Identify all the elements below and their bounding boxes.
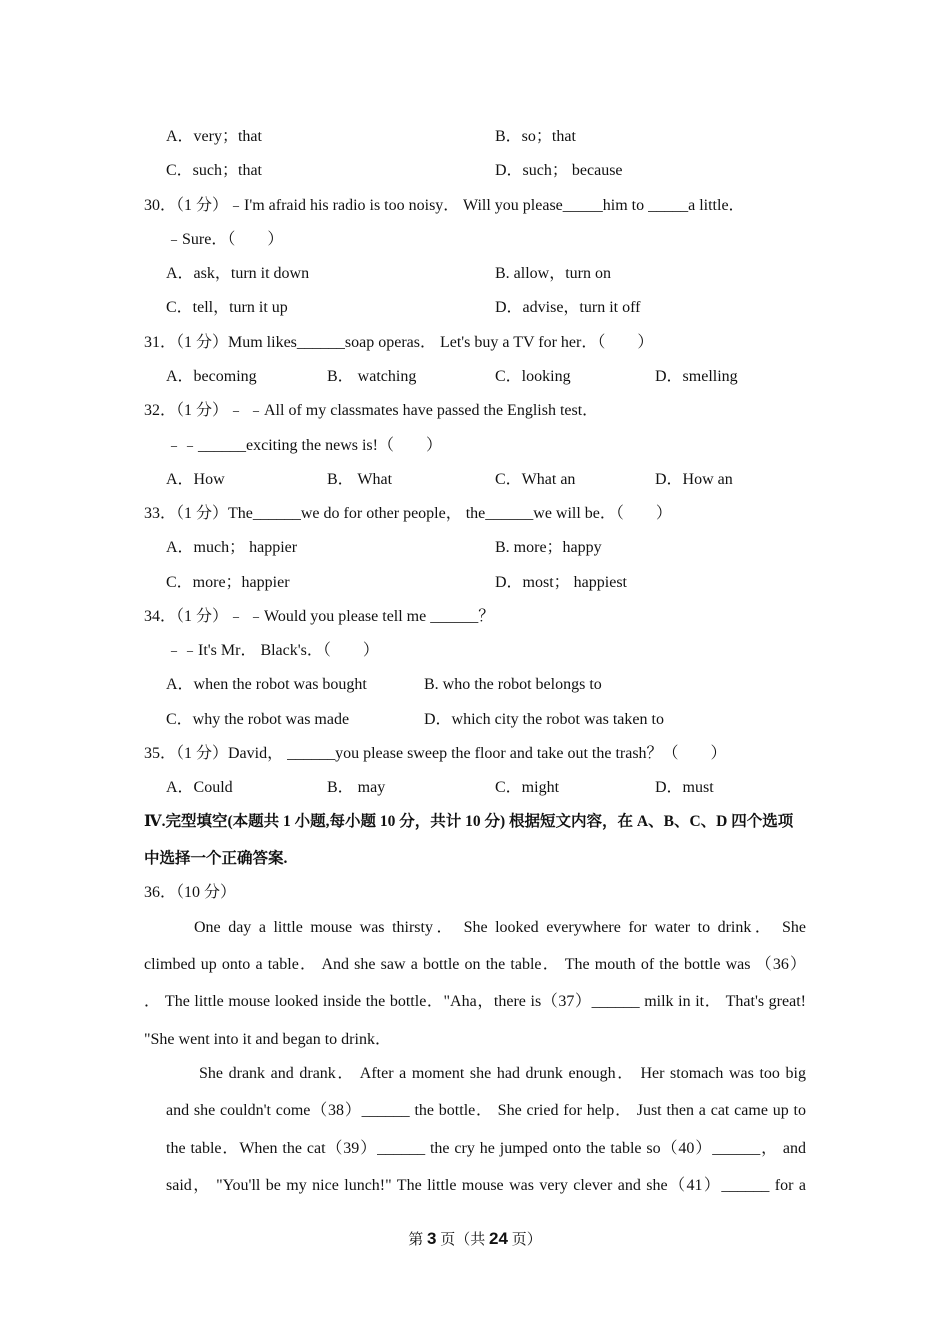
q29-option-c: C．such；that xyxy=(166,162,262,179)
q30-option-b: B. allow，turn on xyxy=(495,265,611,282)
q31-stem: 31．（1 分）Mum likes______soap operas． Let's buy a TV for her．（ ） xyxy=(144,334,654,351)
q29-option-b: B．so；that xyxy=(495,128,576,145)
q30-option-d: D．advise，turn it off xyxy=(495,299,641,316)
q31-option-a: A．becoming xyxy=(166,368,257,385)
q31-option-d: D．smelling xyxy=(655,368,738,385)
q32-line2: ﹣﹣______exciting the news is!（ ） xyxy=(166,437,442,454)
passage-line: and she couldn't come（38）______ the bottle． She cried for help． Just then a cat came up to xyxy=(166,1102,806,1119)
footer-middle: 页（共 xyxy=(436,1232,490,1248)
q33-stem: 33．（1 分）The______we do for other people， the______we will be．（ ） xyxy=(144,505,672,522)
footer-total-pages: 24 xyxy=(489,1229,508,1248)
section-heading-line2: 中选择一个正确答案. xyxy=(144,850,288,867)
footer-prefix: 第 xyxy=(408,1232,428,1248)
passage-line: She drank and drank． After a moment she had drunk enough． Her stomach was too big xyxy=(199,1065,806,1082)
q32-option-b: B． What xyxy=(327,471,393,488)
q29-option-d: D．such； because xyxy=(495,162,623,179)
q31-option-b: B． watching xyxy=(327,368,417,385)
passage-line: said， "You'll be my nice lunch!" The little mouse was very clever and she（41）______ for a xyxy=(166,1177,806,1194)
q35-stem: 35．（1 分）David， ______you please sweep the floor and take out the trash？（ ） xyxy=(144,745,727,762)
q33-option-a: A．much； happier xyxy=(166,539,298,556)
q30-stem: 30．（1 分）﹣I'm afraid his radio is too noisy． Will you please_____him to _____a little． xyxy=(144,197,745,214)
q34-line2: ﹣﹣It's Mr． Black's．（ ） xyxy=(166,642,379,659)
passage-line: One day a little mouse was thirsty． She looked everywhere for water to drink． She xyxy=(194,919,806,936)
q29-option-a: A．very；that xyxy=(166,128,262,145)
q34-option-d: D．which city the robot was taken to xyxy=(424,711,664,728)
q34-option-a: A．when the robot was bought xyxy=(166,676,367,693)
page-footer xyxy=(0,1228,950,1249)
q30-option-c: C．tell，turn it up xyxy=(166,299,288,316)
footer-suffix: 页） xyxy=(507,1232,542,1248)
q35-option-c: C．might xyxy=(495,779,560,796)
q32-option-c: C．What an xyxy=(495,471,576,488)
q32-option-d: D．How an xyxy=(655,471,733,488)
q36-label: 36．（10 分） xyxy=(144,884,237,901)
q30-option-a: A．ask，turn it down xyxy=(166,265,310,282)
q33-option-b: B. more；happy xyxy=(495,539,602,556)
section-heading-line1: Ⅳ.完型填空(本题共 1 小题,每小题 10 分，共计 10 分) 根据短文内容，在 A、B、C、D 四个选项 xyxy=(144,813,794,830)
footer-page-number: 3 xyxy=(427,1229,437,1248)
q33-option-d: D．most； happiest xyxy=(495,574,627,591)
q32-stem: 32．（1 分）﹣ ﹣All of my classmates have passed the English test． xyxy=(144,402,599,419)
q32-option-a: A．How xyxy=(166,471,225,488)
q31-option-c: C．looking xyxy=(495,368,571,385)
q34-stem: 34．（1 分）﹣ ﹣Would you please tell me ______？ xyxy=(144,608,495,625)
q34-option-b: B. who the robot belongs to xyxy=(424,676,602,693)
q33-option-c: C．more；happier xyxy=(166,574,290,591)
passage-line: the table．When the cat（39）______ the cry he jumped onto the table so（40）______， and xyxy=(166,1140,806,1157)
q35-option-d: D．must xyxy=(655,779,714,796)
passage-line: ． The little mouse looked inside the bottle．"Aha，there is（37）______ milk in it． That's great! xyxy=(144,993,806,1010)
passage-line: "She went into it and began to drink． xyxy=(144,1031,391,1048)
q34-option-c: C．why the robot was made xyxy=(166,711,350,728)
q35-option-b: B． may xyxy=(327,779,386,796)
q30-line2: ﹣Sure．（ ） xyxy=(166,231,284,248)
passage-line: climbed up onto a table． And she saw a bottle on the table． The mouth of the bottle was （36） xyxy=(144,956,806,973)
q35-option-a: A．Could xyxy=(166,779,233,796)
